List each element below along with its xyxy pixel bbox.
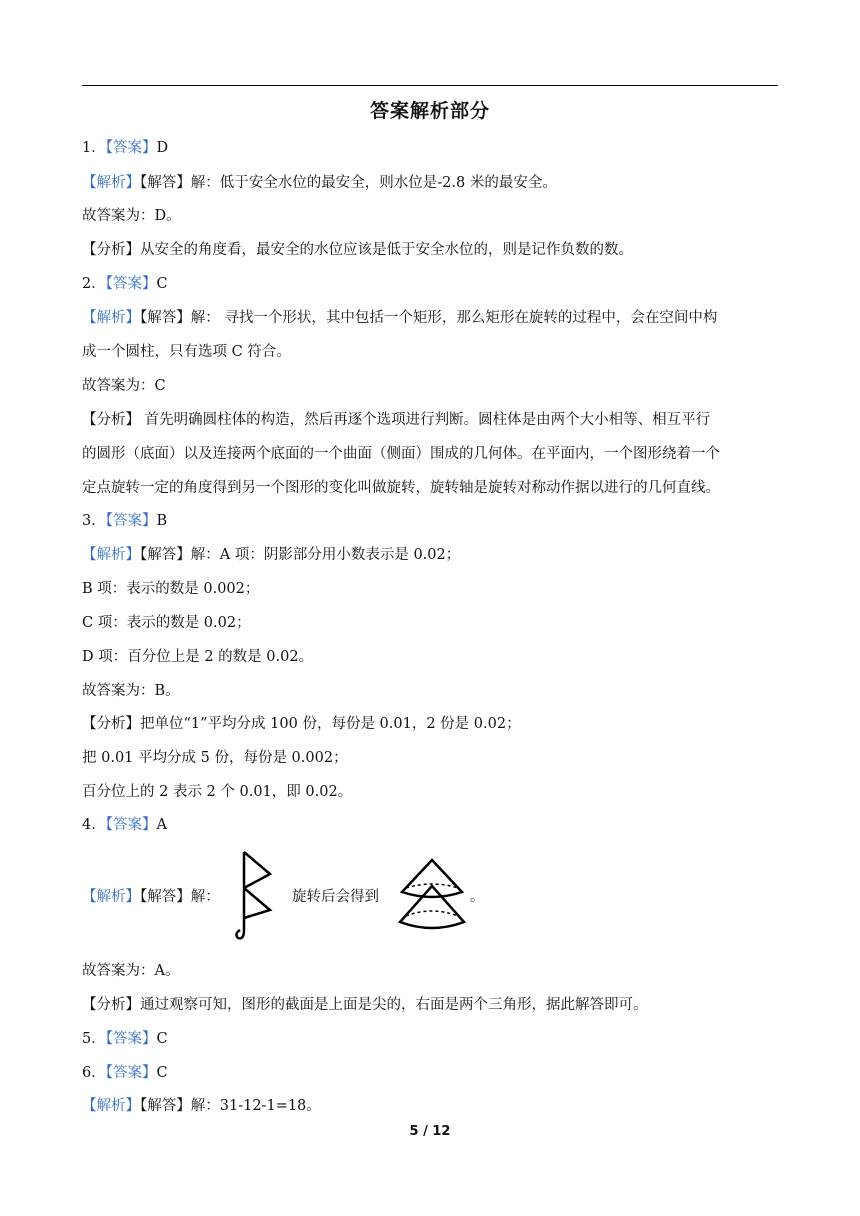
question-number: 6．	[82, 1065, 106, 1081]
text-line	[82, 478, 782, 498]
answer-tag: 【答案】	[105, 140, 157, 156]
question-number: 5．	[82, 1031, 106, 1047]
text-line	[82, 748, 782, 768]
text-line	[82, 138, 782, 158]
line-text: 【解答】解：低于安全水位的最安全，则水位是-2.8 米的最安全。	[140, 175, 557, 191]
answer-tag: 【答案】	[105, 817, 157, 833]
analysis-text: 【解答】解：	[140, 889, 220, 905]
text-line	[82, 173, 782, 193]
answer-tag: 【解析】	[82, 310, 140, 326]
answer-tag: 【答案】	[105, 276, 157, 292]
answer-tag: 【解析】	[82, 175, 140, 191]
text-line	[82, 206, 782, 226]
question-number: 4．	[82, 817, 106, 833]
text-line	[82, 681, 782, 701]
answer-tag: 【答案】	[105, 1065, 157, 1081]
text-line	[82, 240, 782, 260]
line-text: 故答案为：A。	[82, 963, 180, 979]
text-line	[82, 782, 782, 802]
text-line	[82, 647, 782, 667]
q4-middle-text: 旋转后会得到	[292, 889, 379, 905]
line-text: 【解答】解： 寻找一个形状，其中包括一个矩形，那么矩形在旋转的过程中，会在空间中构	[140, 310, 718, 326]
question-number: 3．	[82, 513, 106, 529]
text-line	[82, 308, 782, 328]
analysis-tag: 【解析】	[82, 889, 140, 905]
answer-tag: 【答案】	[105, 1031, 157, 1047]
line-text: 百分位上的 2 表示 2 个 0.01，即 0.02。	[82, 784, 353, 800]
line-text: 【分析】通过观察可知，图形的截面是上面是尖的，右面是两个三角形，据此解答即可。	[82, 997, 648, 1013]
line-text: 【分析】把单位“1”平均分成 100 份，每份是 0.01，2 份是 0.02；	[82, 716, 521, 732]
text-line	[82, 545, 782, 565]
line-text: 定点旋转一定的角度得到另一个图形的变化叫做旋转，旋转轴是旋转对称动作据以进行的几何直线。	[82, 480, 720, 496]
line-text: 故答案为：C	[82, 378, 166, 394]
line-text: 故答案为：D。	[82, 208, 181, 224]
line-text: D 项：百分位上是 2 的数是 0.02。	[82, 649, 314, 665]
text-line	[82, 410, 782, 430]
line-text: 【分析】 首先明确圆柱体的构造，然后再逐个选项进行判断。圆柱体是由两个大小相等、相互平行	[82, 412, 711, 428]
line-text: C	[156, 1031, 168, 1047]
line-text: C	[156, 1065, 168, 1081]
text-line	[82, 511, 782, 531]
flag-shape-figure	[230, 848, 276, 944]
double-cone-figure	[396, 856, 468, 936]
page-number: 5 / 12	[409, 1124, 451, 1139]
text-line	[82, 342, 782, 362]
text-line	[82, 1096, 782, 1116]
answer-tag: 【解析】	[82, 547, 140, 563]
question-number: 1．	[82, 140, 106, 156]
text-line	[82, 613, 782, 633]
line-text: 把 0.01 平均分成 5 份，每份是 0.002；	[82, 750, 348, 766]
line-text: 【解答】解：A 项：阴影部分用小数表示是 0.02；	[140, 547, 461, 563]
line-text: D	[156, 140, 169, 156]
text-line	[82, 376, 782, 396]
line-text: 故答案为：B。	[82, 683, 180, 699]
answer-tag: 【答案】	[105, 513, 157, 529]
text-line	[82, 1029, 782, 1049]
q4-after-text: 。	[470, 889, 485, 905]
text-line	[82, 579, 782, 599]
text-line	[82, 1063, 782, 1083]
line-text: 【解答】解：31-12-1=18。	[140, 1098, 321, 1114]
line-text: C	[156, 276, 168, 292]
text-line	[82, 961, 782, 981]
header-rule	[82, 85, 778, 86]
text-line	[82, 714, 782, 734]
line-text: 成一个圆柱，只有选项 C 符合。	[82, 344, 291, 360]
question-number: 2．	[82, 276, 106, 292]
line-text: B 项：表示的数是 0.002；	[82, 581, 260, 597]
text-line	[82, 274, 782, 294]
line-text: 【分析】从安全的角度看，最安全的水位应该是低于安全水位的，则是记作负数的数。	[82, 242, 633, 258]
page-title: 答案解析部分	[369, 100, 490, 122]
line-text: A	[156, 817, 167, 833]
text-line	[82, 444, 782, 464]
line-text: B	[156, 513, 168, 529]
text-line	[82, 995, 782, 1015]
line-text: C 项：表示的数是 0.02；	[82, 615, 251, 631]
answer-tag: 【解析】	[82, 1098, 140, 1114]
line-text: 的圆形（底面）以及连接两个底面的一个曲面（侧面）围成的几何体。在平面内，一个图形绕着一个	[82, 446, 720, 462]
text-line	[82, 815, 782, 835]
